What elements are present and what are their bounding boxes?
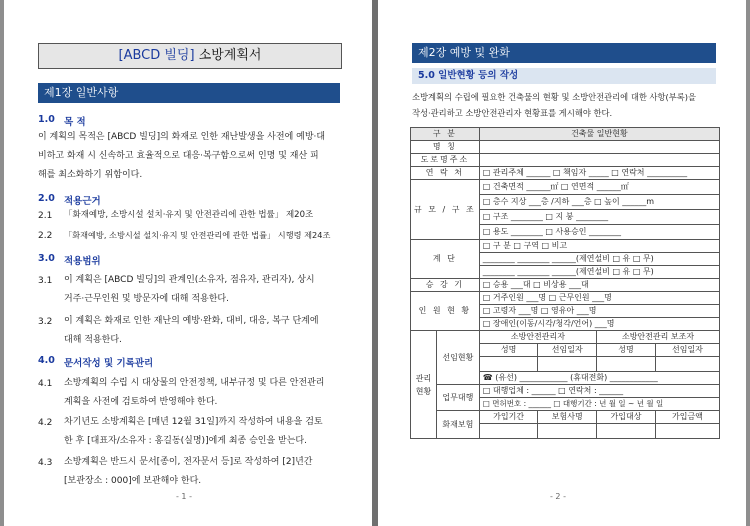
field-stairs-row-2[interactable]: ________ ________ ______(제연설비 □ 유 □ 무)	[479, 266, 719, 279]
item-4-2-line-1: 차기년도 소방계획은 [매년 12월 31일]까지 작성하여 내용을 검토	[64, 417, 323, 427]
section-5-intro-1: 소방계획의 수립에 필요한 건축물의 현황 및 소방안전관리에 대한 사항(부록)을	[412, 92, 697, 102]
section-3-number: 3.0	[38, 253, 55, 264]
field-elevator[interactable]: □ 승용 ___대 □ 비상용 ___대	[479, 279, 719, 292]
chapter-1-heading: 제1장 일반사항	[38, 83, 340, 103]
page-number-2: - 2 -	[550, 492, 566, 501]
item-3-1-line-2: 거주·근무인원 및 방문자에 대해 적용한다.	[64, 294, 229, 304]
col-name-1: 성명	[479, 344, 538, 357]
page-number-1: - 1 -	[176, 492, 192, 501]
field-assistant-date[interactable]	[655, 357, 719, 372]
field-road-address[interactable]	[479, 154, 719, 167]
chapter-2-heading: 제2장 예방 및 완화	[412, 43, 716, 63]
section-1-number: 1.0	[38, 114, 55, 125]
field-stairs-row-1[interactable]: ________ ________ ______(제연설비 □ 유 □ 무)	[479, 253, 719, 266]
form-header-category: 구 분	[411, 128, 480, 141]
item-2-2-number: 2.2	[38, 231, 53, 241]
field-occupants-1[interactable]: □ 거주인원 ___명 □ 근무인원 ___명	[479, 292, 719, 305]
label-management-status: 관리현황	[411, 331, 437, 439]
section-1-line-1: 이 계획의 목적은 [ABCD 빌딩]의 화재로 인한 재난발생을 사전에 예방·대	[38, 132, 326, 142]
item-2-1-number: 2.1	[38, 211, 53, 221]
field-insured-object[interactable]	[597, 424, 656, 439]
document-title	[38, 43, 342, 69]
field-occupants-2[interactable]: □ 고령자 ___명 □ 영유아 ___명	[479, 305, 719, 318]
header-fire-safety-manager: 소방안전관리자	[479, 331, 596, 344]
label-road-address: 도로명주소	[411, 154, 480, 167]
label-contact: 연 락 처	[411, 167, 480, 180]
section-2-number: 2.0	[38, 193, 55, 204]
col-insured-object: 가입대상	[597, 411, 656, 424]
field-manager-name[interactable]	[479, 357, 538, 372]
document-page-2	[378, 0, 746, 526]
field-scale-floors[interactable]: □ 층수 지상 ___층 /지하 ___층 □ 높이 ______m	[479, 195, 719, 210]
label-fire-insurance: 화재보험	[436, 411, 479, 439]
col-insurer-name: 보험사명	[538, 411, 597, 424]
field-scale-use[interactable]: □ 용도 ________ □ 사용승인 ________	[479, 225, 719, 240]
field-name[interactable]	[479, 141, 719, 154]
field-occupants-3[interactable]: □ 장애인(이동/시각/청각/언어) ___명	[479, 318, 719, 331]
item-4-1-number: 4.1	[38, 379, 53, 389]
item-4-3-number: 4.3	[38, 458, 53, 468]
col-insurance-period: 가입기간	[479, 411, 538, 424]
building-status-form	[410, 127, 720, 439]
field-insured-amount[interactable]	[655, 424, 719, 439]
col-date-2: 선임일자	[655, 344, 719, 357]
form-header-status: 건축물 일반현황	[479, 128, 719, 141]
field-insurance-period[interactable]	[479, 424, 538, 439]
title-building-name: [ABCD 빌딩]	[118, 48, 195, 63]
col-insured-amount: 가입금액	[655, 411, 719, 424]
item-4-2-line-2: 한 후 [대표자/소유자 : 홍길동(실명)]에게 최종 승인을 받는다.	[64, 436, 307, 446]
header-assistant-manager: 소방안전관리 보조자	[597, 331, 720, 344]
item-3-2-line-1: 이 계획은 화재로 인한 재난의 예방·완화, 대비, 대응, 복구 단계에	[64, 316, 319, 326]
label-elevator: 승 강 기	[411, 279, 480, 292]
label-agency: 업무대행	[436, 385, 479, 411]
field-stairs-header[interactable]: □ 구 분 □ 구역 □ 비고	[479, 240, 719, 253]
item-4-3-line-2: [보관장소 : 000]에 보관해야 한다.	[64, 476, 202, 486]
item-2-1-text: 「화재예방, 소방시설 설치·유지 및 안전관리에 관한 법률」 제20조	[64, 210, 314, 220]
field-agency-2[interactable]: □ 면허번호 : ______ □ 대행기간 : 년 월 일 ~ 년 월 일	[479, 398, 719, 411]
item-3-2-number: 3.2	[38, 317, 53, 327]
label-name: 명 칭	[411, 141, 480, 154]
field-manager-date[interactable]	[538, 357, 597, 372]
field-insurer-name[interactable]	[538, 424, 597, 439]
label-occupants: 인 원 현 황	[411, 292, 480, 331]
title-text: 소방계획서	[194, 48, 262, 63]
section-5-heading: 5.0 일반현황 등의 작성	[412, 68, 716, 84]
item-3-1-line-1: 이 계획은 [ABCD 빌딩]의 관계인(소유자, 점유자, 관리자), 상시	[64, 275, 315, 285]
label-appointment: 선임현황	[436, 331, 479, 385]
field-phone[interactable]: ☎ (유선) ____________ (휴대전화) ____________	[479, 372, 719, 385]
item-4-3-line-1: 소방계획은 반드시 문서[종이, 전자문서 등]로 작성하여 [2]년간	[64, 457, 313, 467]
col-name-2: 성명	[597, 344, 656, 357]
section-1-title: 목 적	[64, 117, 86, 128]
label-scale-structure: 규 모 / 구 조	[411, 180, 480, 240]
field-assistant-name[interactable]	[597, 357, 656, 372]
field-agency-1[interactable]: □ 대행업체 : ______ □ 연락처 : ______	[479, 385, 719, 398]
label-stairs: 계 단	[411, 240, 480, 279]
item-4-2-number: 4.2	[38, 418, 53, 428]
section-5-intro-2: 작성·관리하고 소방안전관리자 현황표를 게시해야 한다.	[412, 108, 613, 118]
section-2-title: 적용근거	[64, 196, 101, 207]
field-scale-structure[interactable]: □ 구조 ________ □ 지 붕 ________	[479, 210, 719, 225]
section-3-title: 적용범위	[64, 256, 101, 267]
section-4-number: 4.0	[38, 355, 55, 366]
item-4-1-line-2: 계획을 사전에 검토하여 반영해야 한다.	[64, 397, 218, 407]
field-contact[interactable]: □ 관리주체 ______ □ 책임자 _____ □ 연락처 __________	[479, 167, 719, 180]
document-page-1	[4, 0, 372, 526]
item-4-1-line-1: 소방계획의 수립 시 대상물의 안전정책, 내부규정 및 다른 안전관리	[64, 378, 325, 388]
field-scale-area[interactable]: □ 건축면적 ______㎡ □ 연면적 ______㎡	[479, 180, 719, 195]
item-3-2-line-2: 대해 적용한다.	[64, 335, 122, 345]
section-4-title: 문서작성 및 기록관리	[64, 358, 154, 369]
col-date-1: 선임일자	[538, 344, 597, 357]
item-3-1-number: 3.1	[38, 276, 53, 286]
section-1-line-3: 해를 최소화하기 위함이다.	[38, 170, 143, 180]
item-2-2-text: 「화재예방, 소방시설 설치·유지 및 안전관리에 관한 법률」 시행령 제24조	[64, 230, 331, 240]
section-1-line-2: 비하고 화재 시 신속하고 효율적으로 대응·복구함으로써 인명 및 재산 피	[38, 151, 319, 161]
